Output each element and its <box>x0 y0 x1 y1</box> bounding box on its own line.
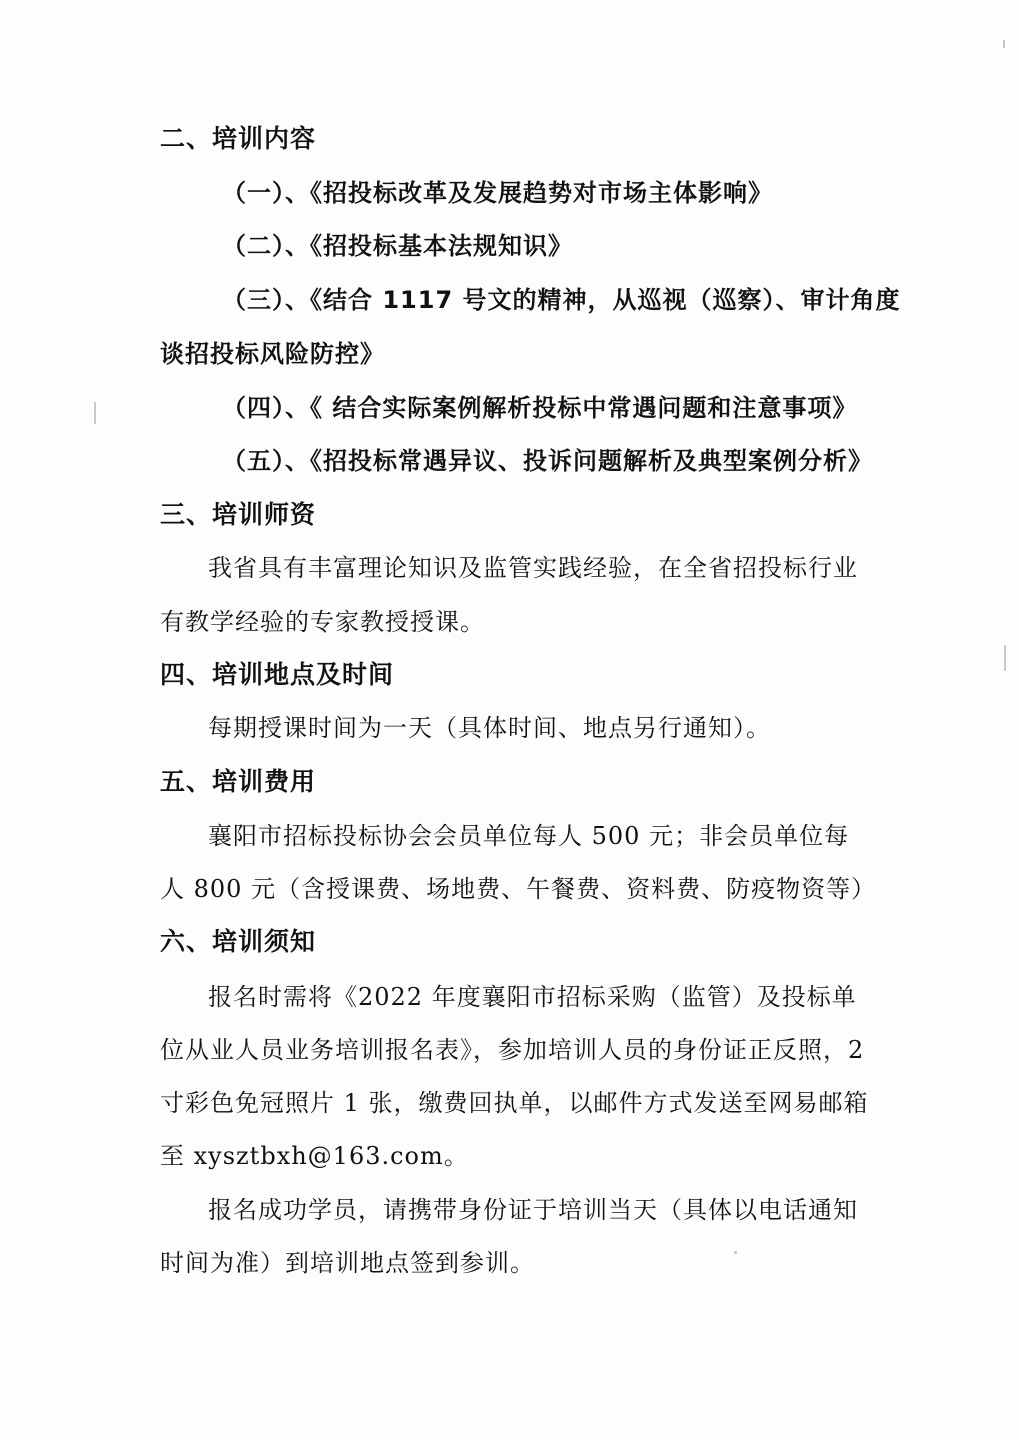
fees-line-2: 人 800 元（含授课费、场地费、午餐费、资料费、防疫物资等） <box>160 875 877 903</box>
notice-line-3: 寸彩色免冠照片 1 张，缴费回执单，以邮件方式发送至网易邮箱 <box>160 1089 869 1117</box>
section-heading-content: 二、培训内容 <box>160 124 317 153</box>
notice-line-2: 位从业人员业务培训报名表》，参加培训人员的身份证正反照，2 <box>160 1036 865 1064</box>
scan-speck <box>1003 40 1005 48</box>
content-item-3-cont: 谈招投标风险防控》 <box>160 340 385 368</box>
content-item-4: （四）、《 结合实际案例解析投标中常遇问题和注意事项》 <box>222 394 858 422</box>
content-item-3: （三）、《结合 1117 号文的精神，从巡视（巡察）、审计角度 <box>222 286 901 314</box>
section-heading-fees: 五、培训费用 <box>160 767 317 796</box>
content-item-5: （五）、《招投标常遇异议、投诉问题解析及典型案例分析》 <box>222 447 873 475</box>
notice-line-1: 报名时需将《2022 年度襄阳市招标采购（监管）及投标单 <box>208 983 857 1011</box>
scan-speck <box>1004 645 1006 671</box>
teachers-line-2: 有教学经验的专家教授授课。 <box>160 608 485 636</box>
section-heading-notice: 六、培训须知 <box>160 927 317 956</box>
scan-speck <box>94 402 96 424</box>
content-item-2: （二）、《招投标基本法规知识》 <box>222 232 573 260</box>
location-time-line-1: 每期授课时间为一天（具体时间、地点另行通知）。 <box>208 714 771 742</box>
notice-line-6: 时间为准）到培训地点签到参训。 <box>160 1249 535 1277</box>
section-heading-location-time: 四、培训地点及时间 <box>160 660 395 689</box>
content-item-1: （一）、《招投标改革及发展趋势对市场主体影响》 <box>222 179 773 207</box>
notice-line-5: 报名成功学员，请携带身份证于培训当天（具体以电话通知 <box>208 1196 858 1224</box>
scan-speck <box>734 1251 737 1254</box>
section-heading-teachers: 三、培训师资 <box>160 500 317 529</box>
notice-line-4: 至 xysztbxh@163.com。 <box>160 1142 469 1170</box>
teachers-line-1: 我省具有丰富理论知识及监管实践经验，在全省招投标行业 <box>208 554 858 582</box>
fees-line-1: 襄阳市招标投标协会会员单位每人 500 元；非会员单位每 <box>208 822 850 850</box>
